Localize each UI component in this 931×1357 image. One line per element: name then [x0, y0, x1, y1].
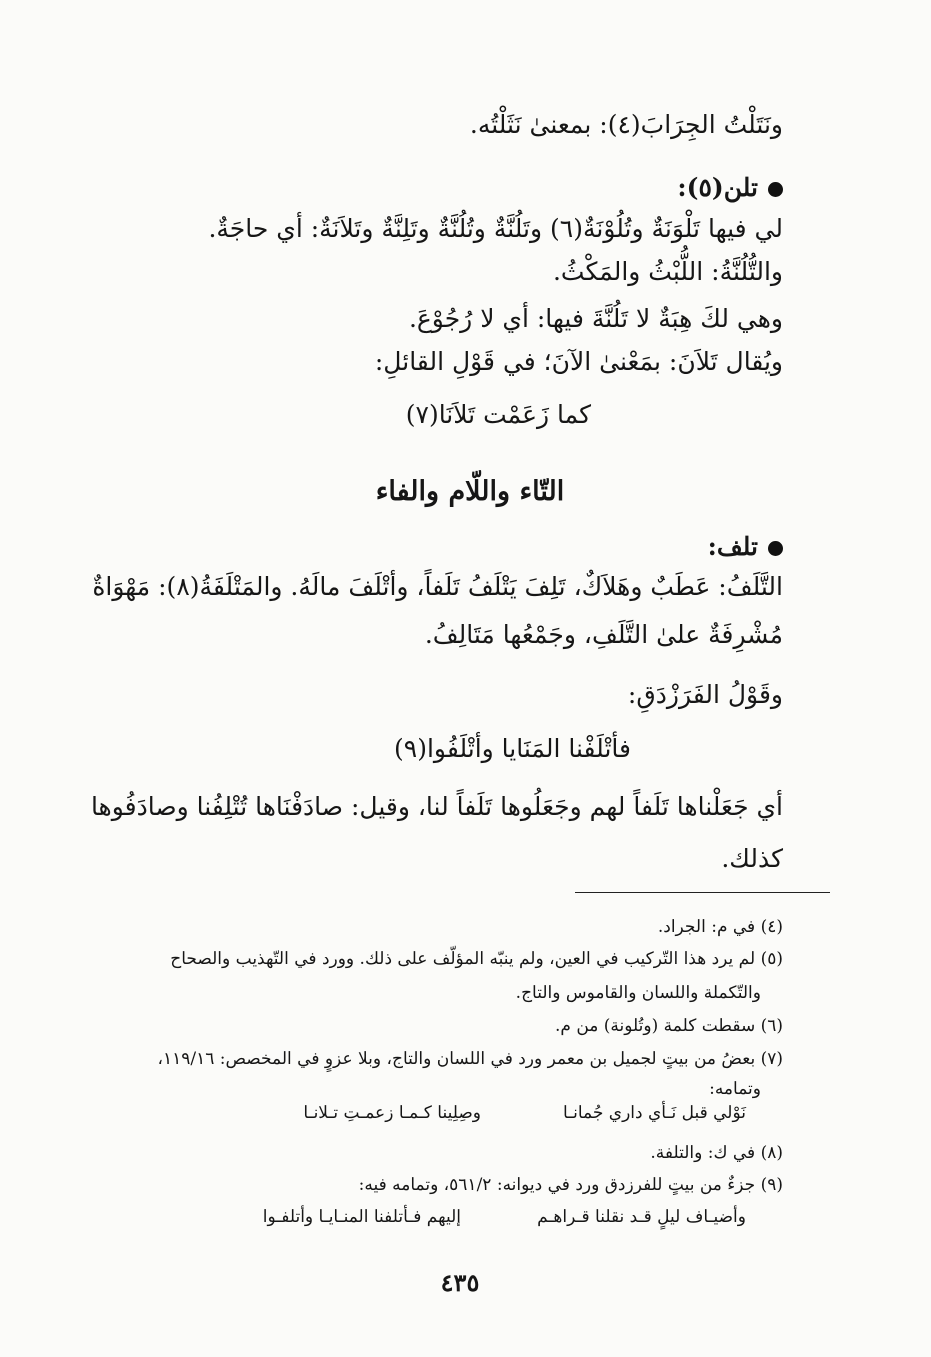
footnote: (٦) سقطت كلمة (وتُلونة) من م. — [554, 1016, 783, 1036]
verse-hemistich-first: وأضيـاف ليلٍ قـد نقلنا قـراهـم — [537, 1207, 746, 1227]
entry-line: ويُقال تَلاَنَ: بمَعْنىٰ الآنَ؛ في قَوْلِ القائلِ: — [374, 347, 783, 376]
entry-heading-text: تلف: — [707, 532, 758, 561]
entry-line: والتُّلُنَّةُ: اللُّبْثُ والمَكْثُ. — [552, 257, 783, 286]
entry-line: لي فيها تَلْوَنَةٌ وتُلُوْنَةٌ(٦) وتَلُنَّةٌ وتُلُنَّةٌ وتَلِنَّةٌ وتَلاَنَةٌ: أي حاجَةٌ. — [208, 214, 783, 243]
footnote-divider — [575, 892, 830, 893]
section-heading: التّاء واللّام والفاء — [375, 476, 565, 507]
footnote: (٩) جزءٌ من بيتٍ للفرزدق ورد في ديوانه: ٥٦١/٢، وتمامه فيه: — [358, 1175, 783, 1195]
bullet-icon — [768, 541, 783, 556]
entry-line: ونَتَلْتُ الجِرَابَ(٤): بمعنىٰ نَثَلْتُه. — [469, 110, 783, 139]
entry-heading-text: تلن(٥): — [677, 173, 758, 202]
entry-heading-tlf — [93, 530, 783, 564]
entry-line: كذلك. — [721, 844, 783, 873]
footnote: (٤) في م: الجراد. — [657, 917, 783, 937]
entry-line: التَّلَفُ: عَطَبٌ وهَلاَكٌ، تَلِفَ يَتْلَفُ تَلَفاً، وأتْلَفَ مالَهُ. والمَتْلَفَةُ(٨): مَهْوَاةٌ — [92, 572, 783, 601]
page-number: ٤٣٥ — [440, 1268, 480, 1297]
footnote: (٨) في ك: والتلفة. — [650, 1143, 783, 1163]
footnote-continuation: والتّكملة واللسان والقاموس والتاج. — [515, 983, 761, 1003]
entry-line: مُشْرِفَةٌ علىٰ التَّلَفِ، وجَمْعُها مَتَالِفُ. — [424, 620, 783, 649]
bullet-icon — [768, 182, 783, 197]
verse-hemistich-second: إليهم فـأتلفنا المنـايـا وأتلفـوا — [262, 1207, 461, 1227]
entry-line: أي جَعَلْناها تَلَفاً لهم وجَعَلُوها تَلَفاً لنا، وقيل: صادَفْنَاها تُتْلِفُنا وصادَفُوها — [90, 792, 783, 821]
footnote-continuation: وتمامه: — [709, 1079, 761, 1099]
verse-quote: فأتْلَفْنا المَنَايا وأتْلَفُوا(٩) — [394, 734, 631, 763]
entry-heading-tln — [93, 171, 783, 205]
footnote: (٧) بعضُ من بيتٍ لجميل بن معمر ورد في اللسان والتاج، وبلا عزوٍ في المخصص: ١١٩/١٦، — [157, 1049, 783, 1069]
verse-quote: كما زَعَمْت تَلاَنَا(٧) — [405, 400, 591, 429]
entry-line: وهي لكَ هِبَةٌ لا تَلُنَّةَ فيها: أي لا رُجُوْعَ. — [408, 304, 783, 333]
footnote: (٥) لم يرد هذا التّركيب في العين، ولم ينبّه المؤلّف على ذلك. وورد في التّهذيب والصحاح — [170, 949, 783, 969]
verse-hemistich-first: نَوْلي قبل نَـأي داري جُمانـا — [562, 1103, 746, 1123]
entry-line: وقَوْلُ الفَرَزْدَقِ: — [627, 680, 783, 709]
verse-hemistich-second: وصِلِينا كـمـا زعمـتِ تـلانـا — [303, 1103, 481, 1123]
